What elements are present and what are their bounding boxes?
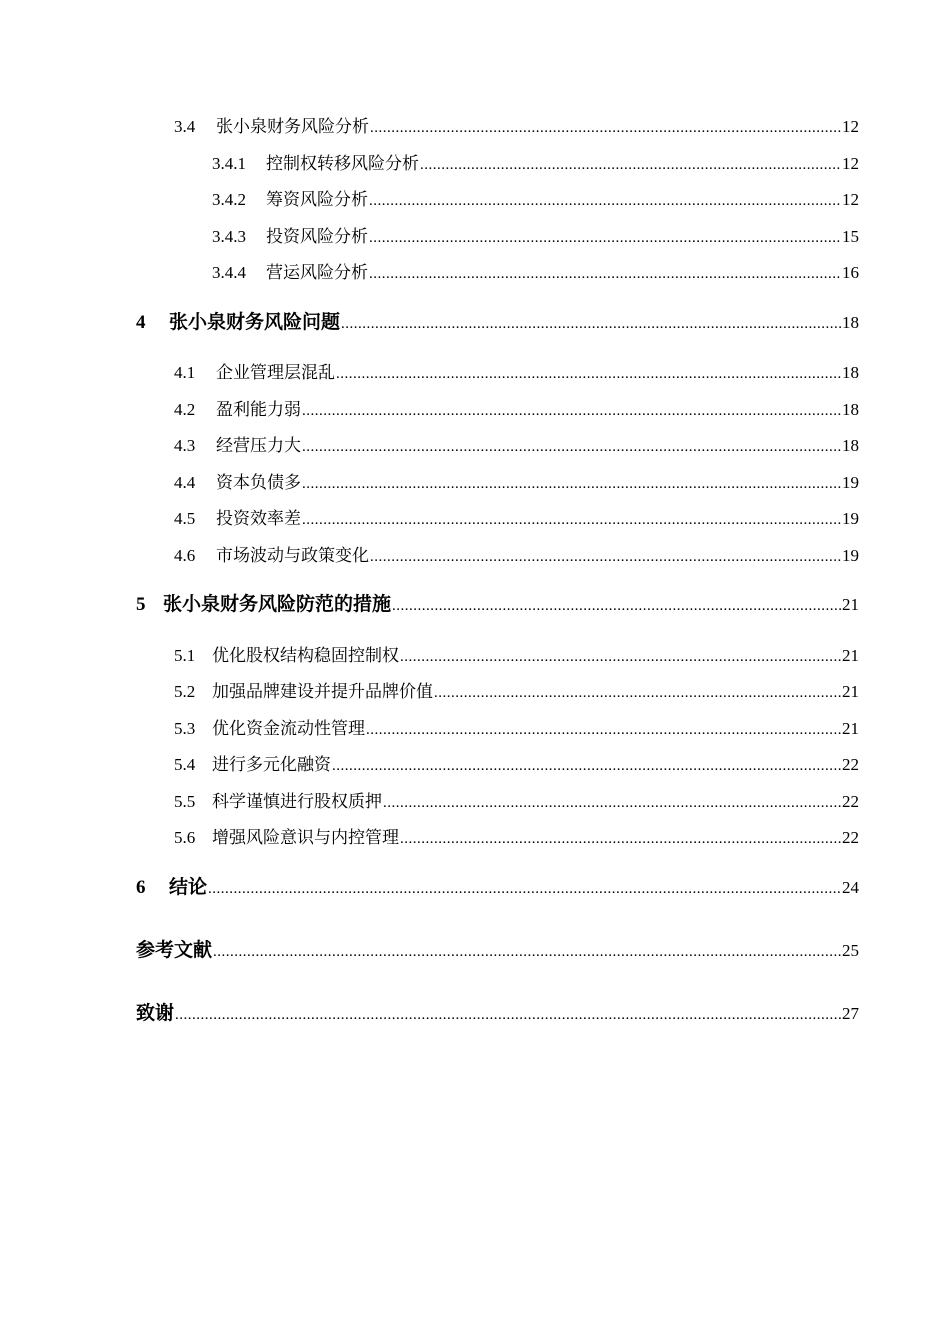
- toc-entry-3-4-3[interactable]: [212, 226, 859, 249]
- toc-page-number: 18: [842, 363, 859, 382]
- toc-entry-4-3[interactable]: [174, 435, 859, 458]
- toc-leader: [302, 400, 841, 422]
- toc-page-number: 24: [842, 878, 859, 897]
- toc-entry-3-4-2[interactable]: [212, 189, 859, 212]
- toc-number: 5: [136, 594, 146, 615]
- toc-leader: [208, 878, 841, 900]
- toc-title: 投资效率差: [216, 509, 301, 529]
- toc-number: 3.4: [174, 117, 196, 136]
- toc-number: 4.6: [174, 546, 196, 565]
- toc-entry-3-4[interactable]: [174, 116, 859, 139]
- toc-leader: [302, 436, 841, 458]
- toc-leader: [302, 473, 841, 495]
- toc-leader: [400, 646, 841, 668]
- toc-title: 加强品牌建设并提升品牌价值: [212, 682, 433, 702]
- toc-page-number: 19: [842, 546, 859, 565]
- toc-number: 5.2: [174, 682, 196, 701]
- toc-entry-4-2[interactable]: [174, 399, 859, 422]
- toc-entry-5-1[interactable]: [174, 645, 859, 668]
- toc-title: 企业管理层混乱: [216, 363, 335, 383]
- toc-title: 筹资风险分析: [266, 190, 368, 210]
- toc-page-number: 18: [842, 436, 859, 455]
- toc-page-number: 12: [842, 154, 859, 173]
- toc-page-number: 16: [842, 263, 859, 282]
- toc-leader: [434, 682, 841, 704]
- toc-entry-4-6[interactable]: [174, 545, 859, 568]
- toc-entry-3-4-4[interactable]: [212, 262, 859, 285]
- toc-title: 张小泉财务风险防范的措施: [163, 593, 392, 615]
- toc-title: 经营压力大: [216, 436, 301, 456]
- toc-number: 3.4.4: [212, 263, 246, 282]
- toc-title: 资本负债多: [216, 473, 301, 493]
- toc-entry-4-5[interactable]: [174, 508, 859, 531]
- toc-page-number: 18: [842, 400, 859, 419]
- toc-leader: [369, 263, 841, 285]
- toc-entry-references[interactable]: [136, 939, 859, 963]
- toc-entry-chapter-6[interactable]: [136, 876, 859, 900]
- toc-number: 4.3: [174, 436, 196, 455]
- toc-number: 4.1: [174, 363, 196, 382]
- toc-leader: [420, 154, 841, 176]
- toc-leader: [383, 792, 841, 814]
- toc-title: 盈利能力弱: [216, 400, 301, 420]
- toc-page-number: 21: [842, 719, 859, 738]
- toc-leader: [370, 117, 841, 139]
- toc-leader: [341, 313, 841, 335]
- toc-number: 4.2: [174, 400, 196, 419]
- toc-title: 控制权转移风险分析: [266, 154, 419, 174]
- toc-title: 张小泉财务风险问题: [169, 311, 341, 333]
- toc-title: 市场波动与政策变化: [216, 546, 369, 566]
- toc-title: 营运风险分析: [266, 263, 368, 283]
- toc-page-number: 12: [842, 117, 859, 136]
- toc-entry-5-6[interactable]: [174, 827, 859, 850]
- toc-page-number: 22: [842, 755, 859, 774]
- toc-page-number: 15: [842, 227, 859, 246]
- toc-leader: [366, 719, 841, 741]
- toc-title: 张小泉财务风险分析: [216, 117, 369, 137]
- toc-number: 5.1: [174, 646, 196, 665]
- toc-title: 优化资金流动性管理: [212, 719, 365, 739]
- toc-leader: [369, 227, 841, 249]
- toc-leader: [369, 190, 841, 212]
- toc-page-number: 21: [842, 595, 859, 614]
- toc-leader: [400, 828, 841, 850]
- toc-number: 5.3: [174, 719, 196, 738]
- toc-entry-acknowledgements[interactable]: [136, 1002, 859, 1026]
- toc-number: 5.5: [174, 792, 196, 811]
- toc-entry-5-3[interactable]: [174, 718, 859, 741]
- toc-page-number: 21: [842, 682, 859, 701]
- toc-page-number: 27: [842, 1004, 859, 1023]
- toc-entry-3-4-1[interactable]: [212, 153, 859, 176]
- toc-entry-chapter-4[interactable]: [136, 311, 859, 335]
- toc-number: 5.6: [174, 828, 196, 847]
- toc-title: 结论: [169, 876, 208, 898]
- toc-entry-4-1[interactable]: [174, 362, 859, 385]
- toc-number: 4.4: [174, 473, 196, 492]
- toc-entry-5-5[interactable]: [174, 791, 859, 814]
- toc-leader: [370, 546, 841, 568]
- toc-entry-4-4[interactable]: [174, 472, 859, 495]
- toc-leader: [175, 1004, 841, 1026]
- toc-title: 参考文献: [136, 939, 213, 961]
- toc-leader: [336, 363, 841, 385]
- toc-entry-5-2[interactable]: [174, 681, 859, 704]
- toc-page-number: 21: [842, 646, 859, 665]
- toc-page-number: 22: [842, 828, 859, 847]
- toc-page-number: 19: [842, 473, 859, 492]
- toc-number: 4: [136, 312, 146, 333]
- toc-entry-chapter-5[interactable]: [136, 593, 859, 617]
- toc-title: 致谢: [136, 1002, 175, 1024]
- toc-page-number: 12: [842, 190, 859, 209]
- toc-number: 3.4.2: [212, 190, 246, 209]
- toc-title: 科学谨慎进行股权质押: [212, 792, 382, 812]
- toc-title: 增强风险意识与内控管理: [212, 828, 399, 848]
- toc-page-number: 19: [842, 509, 859, 528]
- toc-title: 进行多元化融资: [212, 755, 331, 775]
- toc-leader: [213, 941, 841, 963]
- toc-entry-5-4[interactable]: [174, 754, 859, 777]
- toc-title: 投资风险分析: [266, 227, 368, 247]
- toc-page-number: 25: [842, 941, 859, 960]
- toc-leader: [332, 755, 841, 777]
- toc-page-number: 18: [842, 313, 859, 332]
- toc-number: 4.5: [174, 509, 196, 528]
- toc-leader: [302, 509, 841, 531]
- toc-number: 3.4.3: [212, 227, 246, 246]
- toc-title: 优化股权结构稳固控制权: [212, 646, 399, 666]
- toc-leader: [392, 595, 841, 617]
- toc-number: 6: [136, 877, 146, 898]
- toc-page-number: 22: [842, 792, 859, 811]
- toc-number: 3.4.1: [212, 154, 246, 173]
- toc-number: 5.4: [174, 755, 196, 774]
